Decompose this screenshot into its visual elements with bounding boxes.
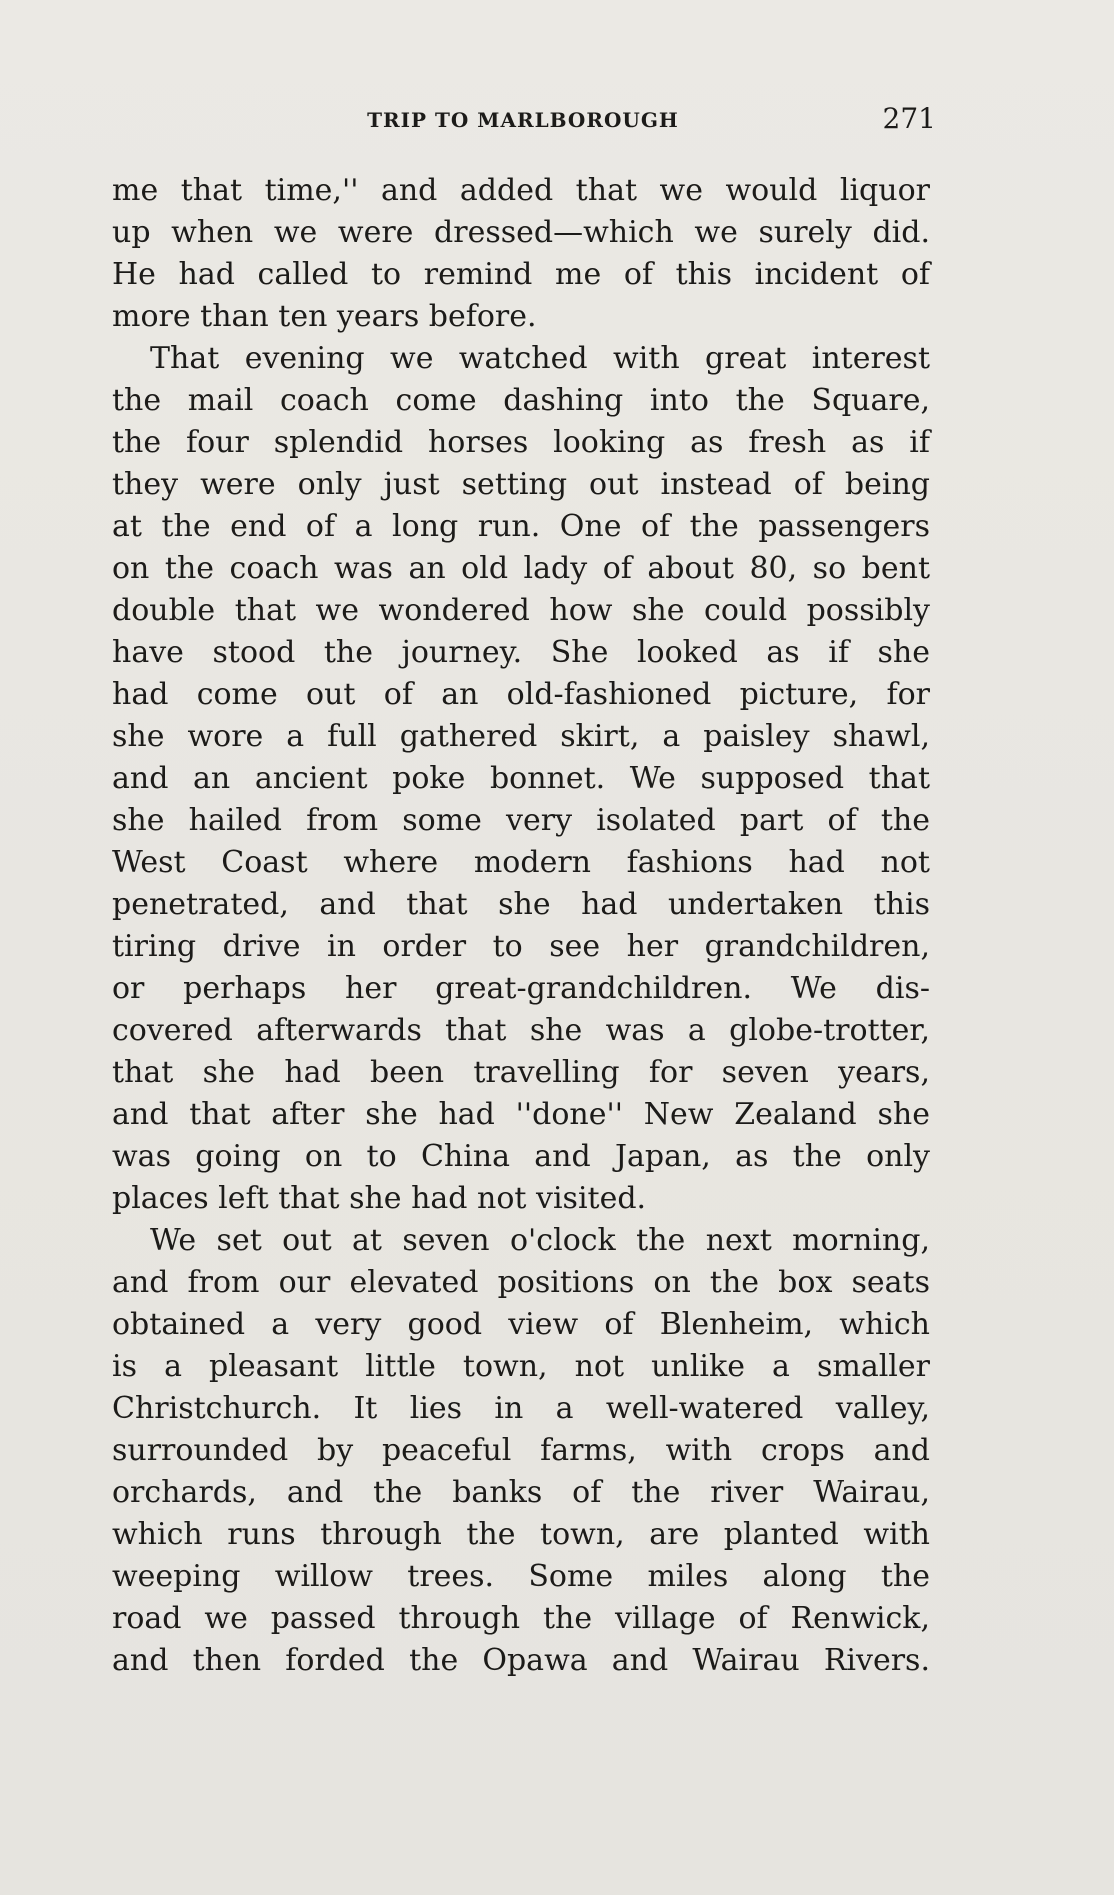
text-line: That evening we watched with great interest (150, 341, 930, 376)
text-line: at the end of a long run. One of the passengers (112, 509, 930, 544)
text-line: was going on to China and Japan, as the only (112, 1139, 930, 1174)
text-line: the four splendid horses looking as fresh as if (112, 425, 930, 460)
text-line: penetrated, and that she had undertaken this (112, 887, 930, 922)
running-title: TRIP TO MARLBOROUGH (367, 108, 679, 132)
running-head (110, 100, 936, 140)
text-line: up when we were dressed—which we surely did. (112, 215, 930, 250)
text-line: had come out of an old-fashioned picture, for (112, 677, 930, 712)
text-line: West Coast where modern fashions had not (112, 845, 930, 880)
text-line: and from our elevated positions on the box seats (112, 1265, 930, 1300)
text-line: which runs through the town, are planted with (112, 1517, 930, 1552)
text-line: and an ancient poke bonnet. We supposed that (112, 761, 930, 796)
text-line: they were only just setting out instead of being (112, 467, 930, 502)
text-line: or perhaps her great-grandchildren. We dis- (112, 971, 930, 1006)
text-line: is a pleasant little town, not unlike a smaller (112, 1349, 930, 1384)
body-text (112, 170, 930, 1682)
text-line: We set out at seven o'clock the next morning, (150, 1223, 930, 1258)
text-line: double that we wondered how she could possibly (112, 593, 930, 628)
text-line: Christchurch. It lies in a well-watered valley, (112, 1391, 930, 1426)
text-line: the mail coach come dashing into the Square, (112, 383, 930, 418)
text-line: He had called to remind me of this incident of (112, 257, 930, 292)
text-line: weeping willow trees. Some miles along the (112, 1559, 930, 1594)
text-line: that she had been travelling for seven years, (112, 1055, 930, 1090)
text-line: and that after she had ''done'' New Zealand she (112, 1097, 930, 1132)
text-line: and then forded the Opawa and Wairau Rivers. (112, 1643, 930, 1678)
text-line: obtained a very good view of Blenheim, which (112, 1307, 930, 1342)
text-line: orchards, and the banks of the river Wairau, (112, 1475, 930, 1510)
text-line: she hailed from some very isolated part of the (112, 803, 930, 838)
text-line: road we passed through the village of Renwick, (112, 1601, 930, 1636)
text-line: more than ten years before. (112, 299, 537, 334)
text-line: have stood the journey. She looked as if she (112, 635, 930, 670)
text-line: she wore a full gathered skirt, a paisley shawl, (112, 719, 930, 754)
text-line: on the coach was an old lady of about 80, so bent (112, 551, 930, 586)
page-number: 271 (882, 102, 936, 135)
text-line: covered afterwards that she was a globe-trotter, (112, 1013, 930, 1048)
text-line: me that time,'' and added that we would liquor (112, 173, 930, 208)
text-line: tiring drive in order to see her grandchildren, (112, 929, 930, 964)
text-line: surrounded by peaceful farms, with crops and (112, 1433, 930, 1468)
text-line: places left that she had not visited. (112, 1181, 647, 1216)
